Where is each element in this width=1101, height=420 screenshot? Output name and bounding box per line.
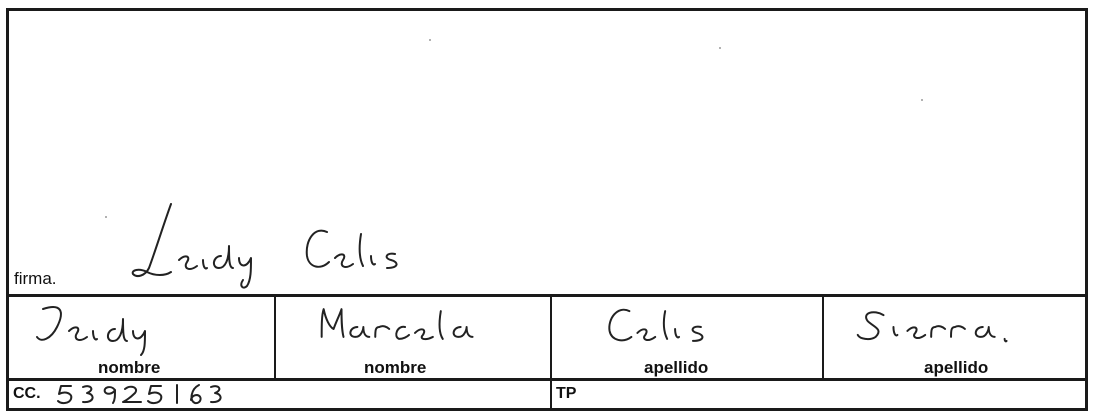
first-surname-caption: apellido	[644, 358, 709, 377]
tp-label: TP	[556, 385, 577, 402]
handwritten-first-name	[9, 297, 274, 357]
tp-cell	[550, 381, 1085, 408]
handwritten-middle-name	[276, 297, 550, 357]
first-name-cell	[9, 297, 274, 378]
scan-speck	[105, 216, 107, 218]
middle-name-cell	[274, 297, 550, 378]
names-row	[9, 294, 1085, 378]
handwritten-first-surname	[552, 297, 822, 357]
id-row	[9, 378, 1085, 408]
handwritten-cc-number	[53, 381, 313, 408]
first-surname-cell	[550, 297, 822, 378]
scan-speck	[719, 47, 721, 49]
second-surname-cell	[822, 297, 1085, 378]
scan-speck	[429, 39, 431, 41]
signature-form	[6, 8, 1088, 411]
signature-area	[9, 11, 1085, 294]
scan-speck	[921, 99, 923, 101]
handwritten-second-surname	[824, 297, 1085, 357]
cc-cell	[9, 381, 550, 408]
handwritten-signature	[119, 196, 439, 296]
second-surname-caption: apellido	[924, 358, 989, 377]
middle-name-caption: nombre	[364, 358, 427, 377]
first-name-caption: nombre	[98, 358, 161, 377]
firma-label: firma.	[14, 269, 57, 288]
cc-label: CC.	[13, 385, 41, 402]
